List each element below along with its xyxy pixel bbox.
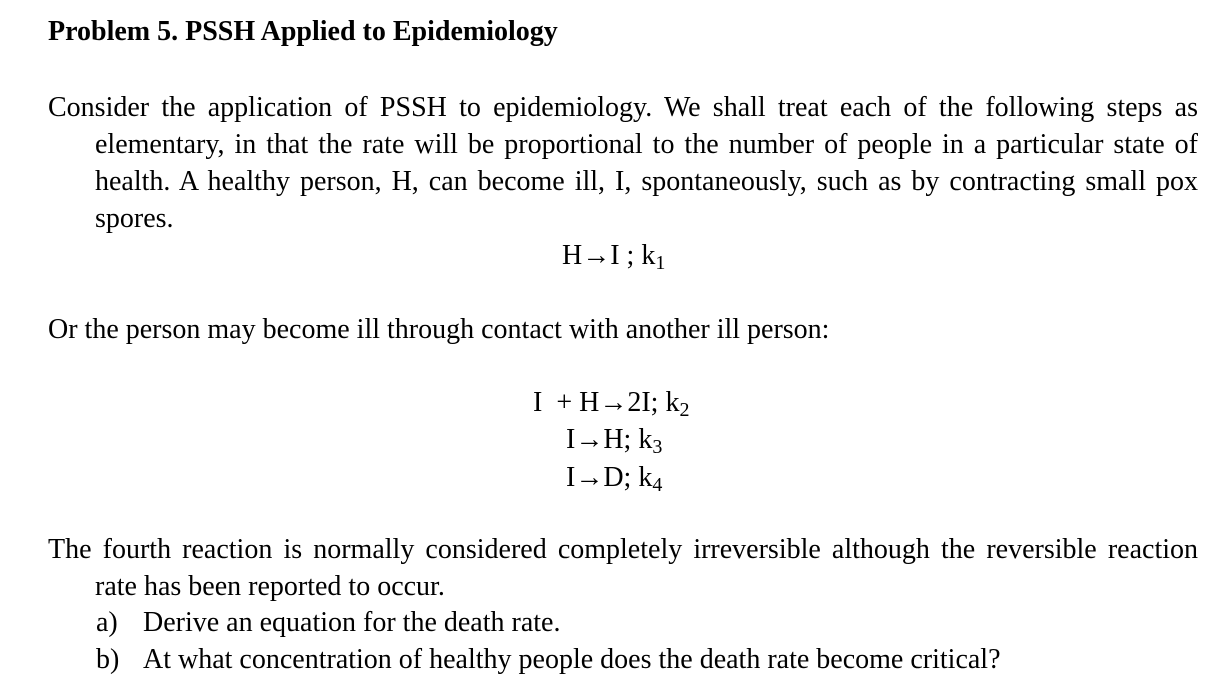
- question-item-a: [96, 604, 1001, 641]
- equation-spontaneous-illness: [562, 237, 665, 282]
- irreversibility-paragraph: The fourth reaction is normally considered completely irreversible although the reversible reaction rate has been reported to occur.: [48, 534, 1198, 602]
- problem-title: Problem 5. PSSH Applied to Epidemiology: [48, 16, 558, 47]
- question-text: Derive an equation for the death rate.: [143, 607, 561, 638]
- question-item-b: [96, 641, 1001, 678]
- equation-text: I→D; k: [566, 462, 653, 493]
- question-list: [96, 604, 1001, 678]
- question-text: At what concentration of healthy people does the death rate become critical?: [143, 644, 1001, 675]
- equation-subscript: 2: [679, 399, 690, 421]
- equation-subscript: 4: [652, 474, 663, 496]
- equation-text: I + H→2I; k: [533, 387, 680, 418]
- equation-subscript: 1: [655, 252, 666, 274]
- equation-subscript: 3: [652, 436, 663, 458]
- contact-paragraph: Or the person may become ill through contact with another ill person:: [48, 314, 830, 345]
- question-marker: b): [96, 644, 120, 675]
- intro-paragraph: Consider the application of PSSH to epidemiology. We shall treat each of the following steps as elementary, in that the rate will be proportional to the number of people in a particular state of health. A healthy person, H, can become ill, I, spontaneously, such as by contracting small pox spores.: [48, 92, 1198, 234]
- question-marker: a): [96, 607, 118, 638]
- equation-death: [566, 459, 662, 504]
- equation-text: I→H; k: [566, 424, 653, 455]
- equation-text: H→I ; k: [562, 240, 656, 271]
